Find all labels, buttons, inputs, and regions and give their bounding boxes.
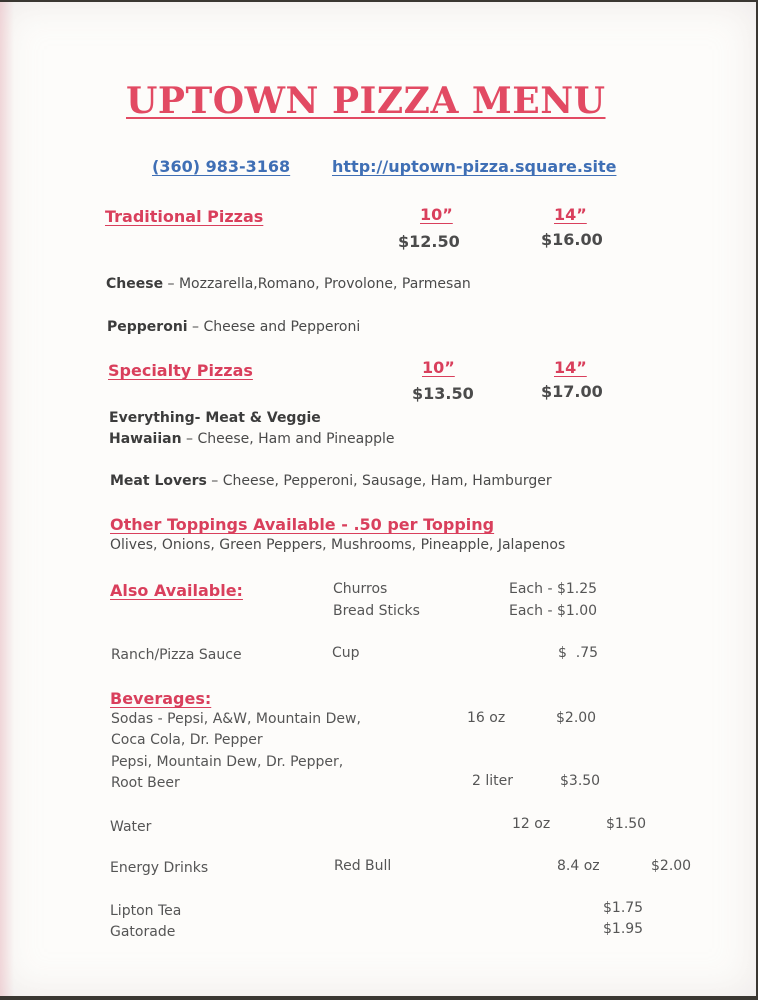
traditional-price-10: $12.50 — [398, 232, 460, 251]
item-sep: – — [163, 276, 179, 292]
specialty-size-14: 14” — [554, 358, 587, 377]
item-name: Everything- Meat & Veggie — [109, 410, 321, 426]
item-desc: Cheese and Pepperoni — [203, 319, 361, 335]
lipton-label: Lipton Tea — [110, 903, 182, 919]
churros-price: Each - $1.25 — [509, 581, 598, 597]
energy-size: 8.4 oz — [557, 858, 600, 874]
toppings-heading: Other Toppings Available - .50 per Topping — [110, 515, 495, 534]
ranch-unit: Cup — [332, 645, 360, 661]
lipton-price: $1.75 — [603, 900, 644, 916]
item-desc: Cheese, Ham and Pineapple — [197, 431, 395, 447]
page-edge — [0, 2, 14, 996]
traditional-size-10: 10” — [420, 205, 453, 224]
menu-item — [109, 431, 395, 447]
ranch-price: $ .75 — [558, 645, 599, 661]
item-sep: – — [206, 473, 223, 489]
sodas-size: 16 oz — [467, 710, 506, 726]
liter-size: 2 liter — [472, 773, 513, 789]
energy-price: $2.00 — [651, 858, 692, 874]
ranch-label: Ranch/Pizza Sauce — [111, 647, 242, 663]
sodas-line-1: Sodas - Pepsi, A&W, Mountain Dew, — [111, 711, 361, 727]
website-link[interactable]: http://uptown-pizza.square.site — [332, 157, 617, 176]
item-name: Cheese — [106, 276, 164, 292]
menu-item — [107, 319, 360, 335]
toppings-list: Olives, Onions, Green Peppers, Mushrooms, Pineapple, Jalapenos — [110, 537, 566, 553]
sodas-price: $2.00 — [556, 710, 597, 726]
traditional-price-14: $16.00 — [541, 230, 603, 249]
water-size: 12 oz — [512, 816, 551, 832]
specialty-size-10: 10” — [422, 358, 455, 377]
specialty-price-14: $17.00 — [541, 382, 603, 401]
specialty-heading: Specialty Pizzas — [108, 361, 253, 380]
gatorade-price: $1.95 — [603, 921, 644, 937]
energy-brand: Red Bull — [334, 858, 392, 874]
traditional-heading: Traditional Pizzas — [105, 207, 264, 226]
item-desc: Mozzarella,Romano, Provolone, Parmesan — [178, 276, 471, 292]
churros-label: Churros — [333, 581, 388, 597]
breadsticks-price: Each - $1.00 — [509, 603, 598, 619]
item-name: Meat Lovers — [110, 473, 207, 489]
item-sep: – — [181, 431, 198, 447]
item-sep: – — [187, 319, 204, 335]
water-price: $1.50 — [606, 816, 647, 832]
liter-line-2: Root Beer — [111, 775, 180, 791]
gatorade-label: Gatorade — [110, 924, 176, 940]
menu-title: UPTOWN PIZZA MENU — [126, 80, 606, 122]
phone-link[interactable]: (360) 983-3168 — [152, 157, 291, 176]
specialty-price-10: $13.50 — [412, 384, 474, 403]
liter-line-1: Pepsi, Mountain Dew, Dr. Pepper, — [111, 754, 344, 770]
energy-label: Energy Drinks — [110, 860, 209, 876]
water-label: Water — [110, 819, 152, 835]
item-desc: Cheese, Pepperoni, Sausage, Ham, Hamburger — [222, 473, 552, 489]
item-name: Hawaiian — [109, 431, 182, 447]
beverages-heading: Beverages: — [110, 689, 212, 708]
menu-item — [110, 473, 552, 489]
traditional-size-14: 14” — [554, 205, 587, 224]
menu-item — [106, 276, 471, 292]
item-name: Pepperoni — [107, 319, 188, 335]
menu-page — [0, 2, 756, 996]
menu-item — [109, 410, 321, 426]
breadsticks-label: Bread Sticks — [333, 603, 420, 619]
also-available-heading: Also Available: — [110, 581, 243, 600]
liter-price: $3.50 — [560, 773, 601, 789]
sodas-line-2: Coca Cola, Dr. Pepper — [111, 732, 263, 748]
